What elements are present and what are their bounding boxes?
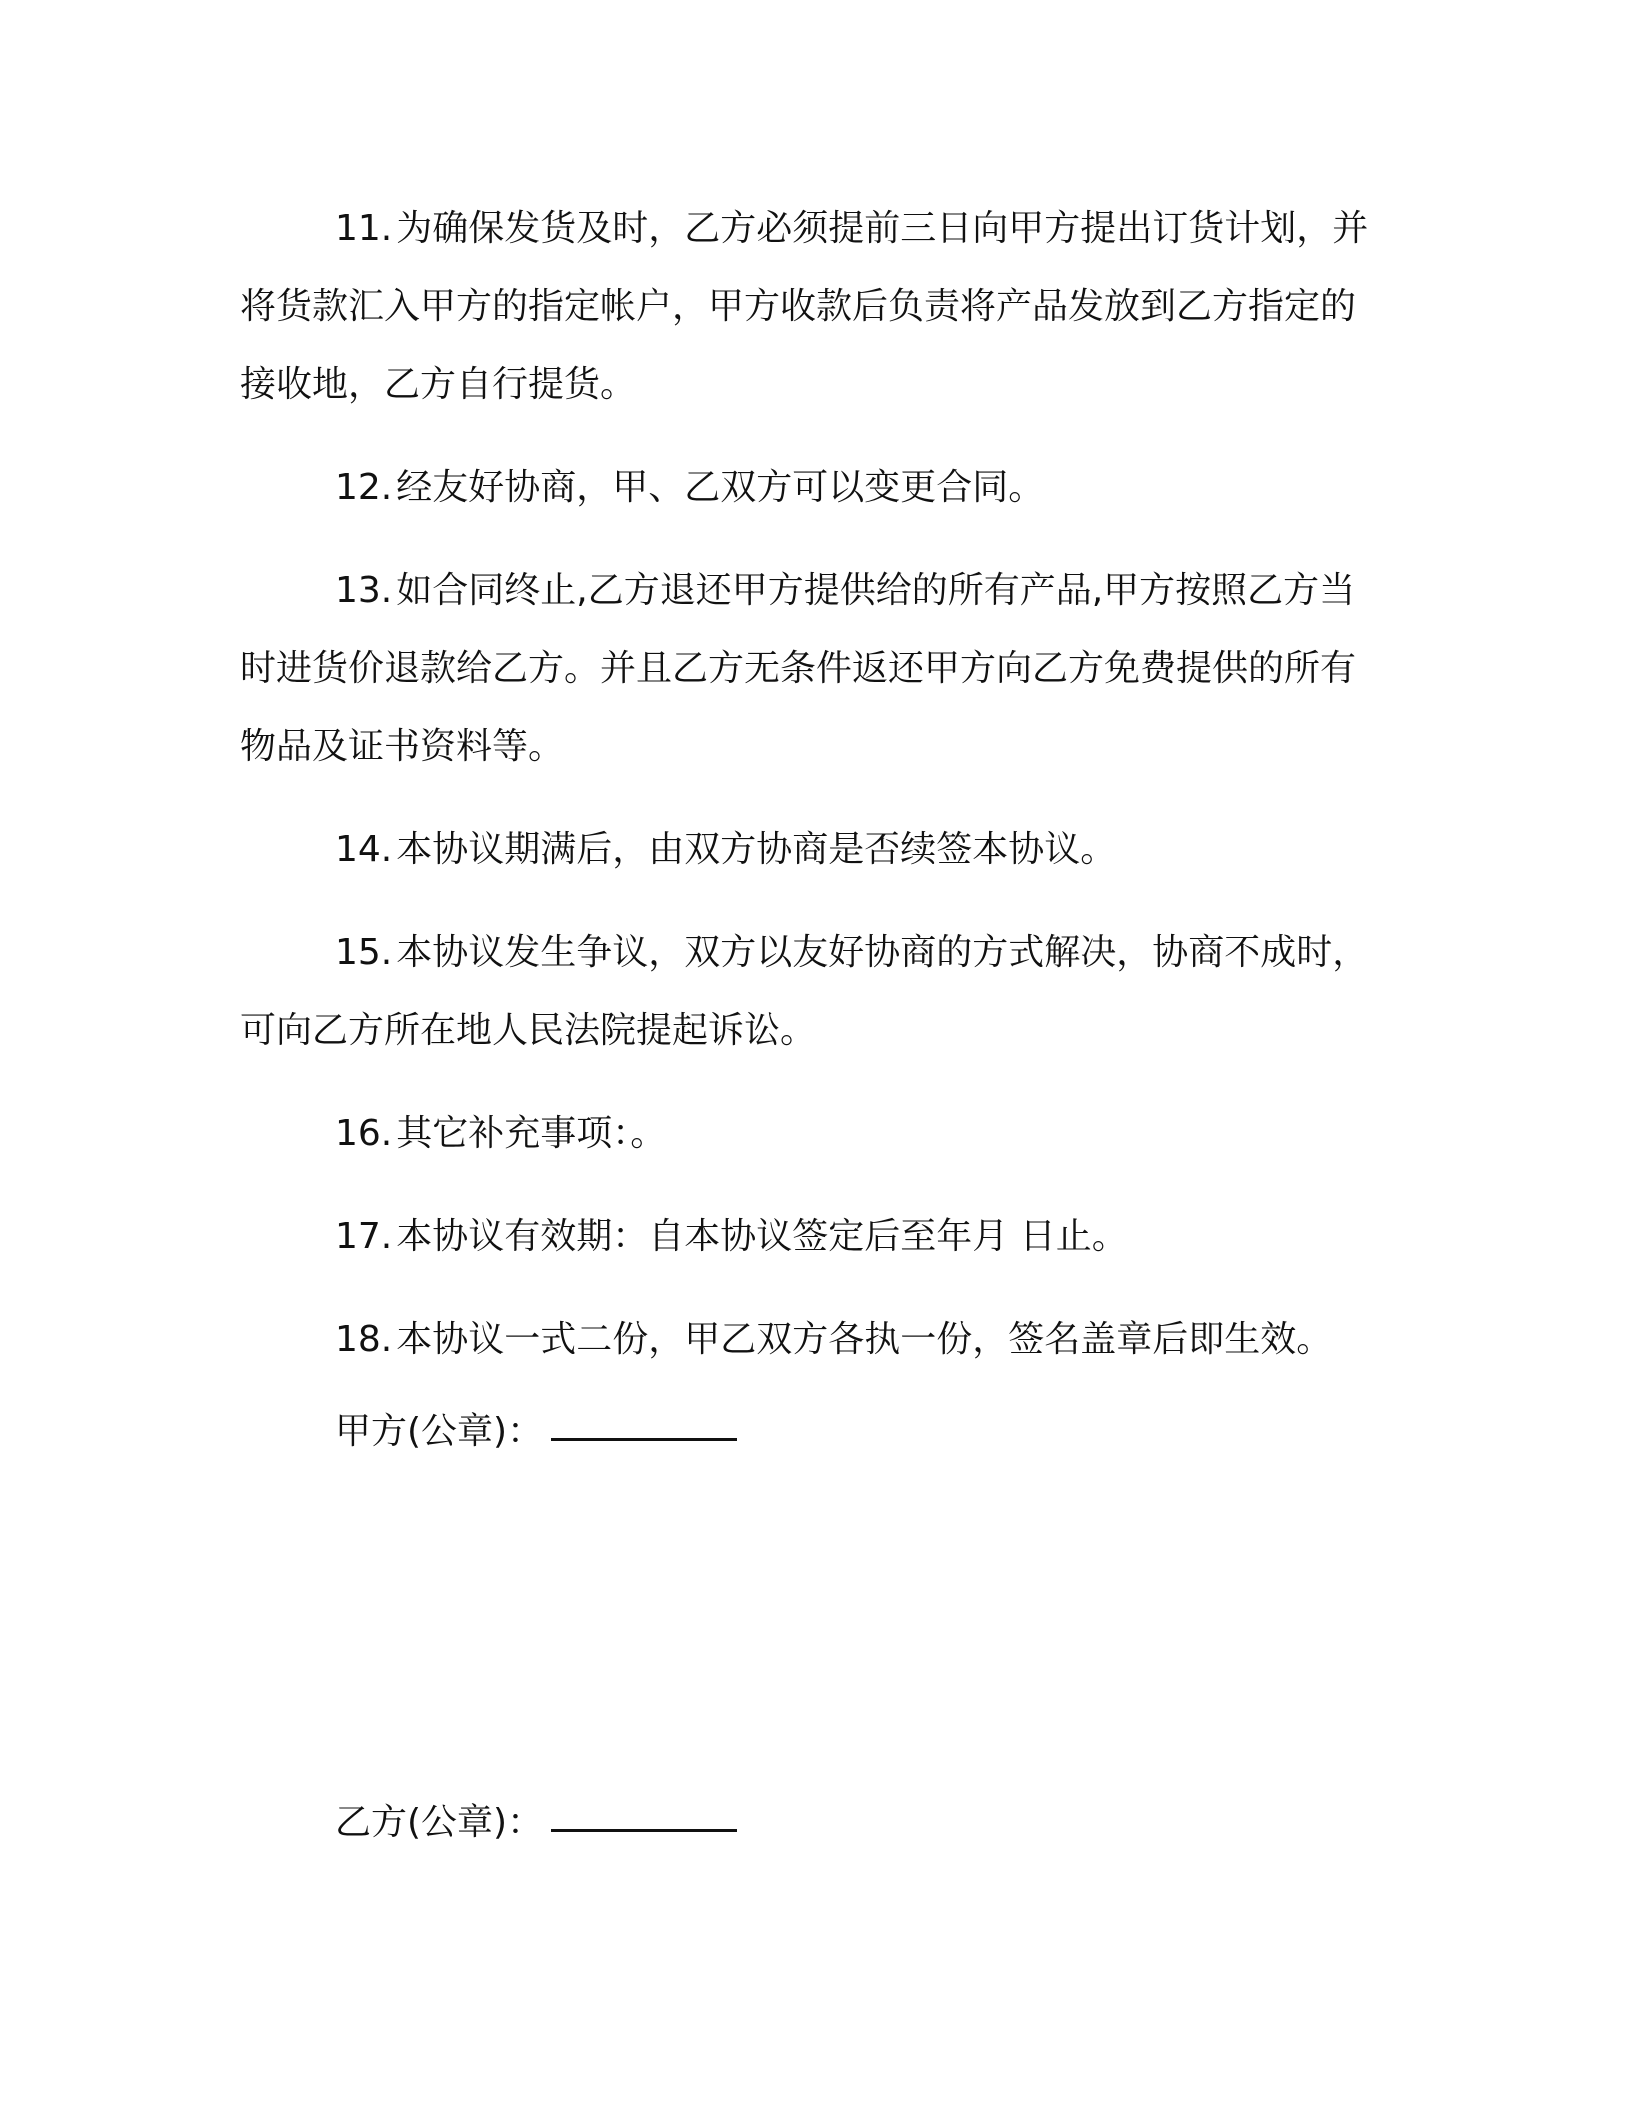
clause-number: 14.	[335, 829, 393, 870]
clause-text: 本协议发生争议，双方以友好协商的方式解决，协商不成时，可向乙方所在地人民法院提起诉讼。	[240, 932, 1369, 1051]
clause-17	[240, 1198, 1390, 1276]
party-b-signature-line	[335, 1784, 737, 1862]
party-a-seal-label: 甲方(公章)：	[335, 1411, 544, 1452]
party-b-signature-blank	[551, 1799, 737, 1832]
party-a-signature-line	[335, 1393, 737, 1471]
clause-12	[240, 449, 1390, 527]
clause-16	[240, 1095, 1390, 1173]
clause-text: 本协议期满后，由双方协商是否续签本协议。	[396, 829, 1117, 870]
clause-number: 12.	[335, 467, 393, 508]
clause-15	[240, 914, 1390, 1070]
clause-13	[240, 552, 1390, 786]
clause-11	[240, 190, 1390, 424]
party-a-signature-blank	[551, 1408, 737, 1441]
clause-number: 18.	[335, 1319, 393, 1360]
clause-text: 本协议一式二份，甲乙双方各执一份，签名盖章后即生效。	[396, 1319, 1333, 1360]
clause-text: 经友好协商，甲、乙双方可以变更合同。	[396, 467, 1045, 508]
clause-number: 16.	[335, 1113, 393, 1154]
clause-text: 本协议有效期：自本协议签定后至年月 日止。	[396, 1216, 1128, 1257]
clause-18	[240, 1301, 1390, 1379]
contract-clauses	[240, 190, 1390, 1404]
clause-text: 为确保发货及时，乙方必须提前三日向甲方提出订货计划，并将货款汇入甲方的指定帐户，甲方收款后负责将产品发放到乙方指定的接收地，乙方自行提货。	[240, 208, 1369, 405]
clause-14	[240, 811, 1390, 889]
clause-number: 15.	[335, 932, 393, 973]
clause-number: 11.	[335, 208, 393, 249]
party-b-seal-label: 乙方(公章)：	[335, 1802, 544, 1843]
clause-number: 13.	[335, 570, 393, 611]
clause-number: 17.	[335, 1216, 393, 1257]
clause-text: 如合同终止,乙方退还甲方提供给的所有产品,甲方按照乙方当时进货价退款给乙方。并且乙方无条件返还甲方向乙方免费提供的所有物品及证书资料等。	[240, 570, 1357, 767]
clause-text: 其它补充事项：。	[396, 1113, 667, 1154]
